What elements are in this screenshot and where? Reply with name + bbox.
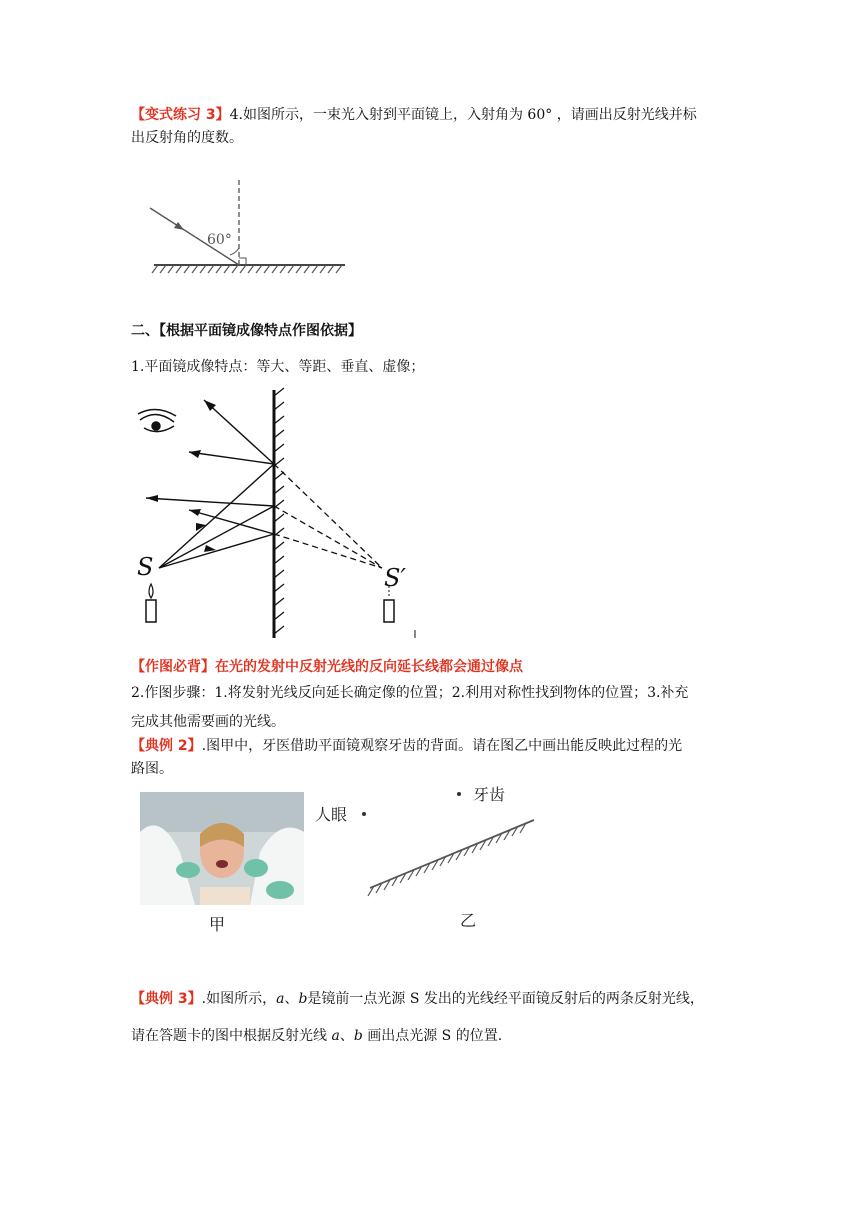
must-memorize-text: 在光的发射中反射光线的反向延长线都会通过像点 [215,659,523,675]
must-memorize [131,656,523,676]
var-b-2: b [353,1028,363,1044]
example-2-text [131,735,682,757]
example-2-line2: 路图。 [131,761,173,777]
example-3-line1-post: 是镜前一点光源 S 发出的光线经平面镜反射后的两条反射光线， [307,991,704,1007]
steps-line1: 2.作图步骤：1.将发射光线反向延长确定像的位置；2.利用对称性找到物体的位置；3.补充 [131,685,689,701]
incidence-figure [140,170,350,280]
var-a-2: a [331,1028,340,1044]
section-2-heading: 二、【根据平面镜成像特点作图依据】 [131,323,362,339]
exercise-3-text [131,104,751,126]
exercise-3-tag: 【变式练习 3】 [131,107,230,123]
example-2-line1: .图甲中，牙医借助平面镜观察牙齿的背面。请在图乙中画出能反映此过程的光 [201,738,683,754]
example-3-line1-pre: .如图所示， [201,991,277,1007]
example-3-line1 [131,988,751,1010]
example-3-line2 [131,1025,502,1047]
example-3-line2-mid: 画出点光源 S 的位置. [362,1028,503,1044]
dentist-photo [140,792,304,905]
angle-label: 60° [207,232,232,248]
label-eye: 人眼 [315,805,348,824]
var-a: a [276,991,285,1007]
must-memorize-tag: 【作图必背】 [131,659,215,675]
section-2-point1: 1.平面镜成像特点：等大、等距、垂直、虚像； [131,359,425,375]
example-3-line2-pre: 请在答题卡的图中根据反射光线 [131,1028,332,1044]
exercise-3-line1: 4.如图所示，一束光入射到平面镜上，入射角为 60° ，请画出反射光线并标 [229,107,697,123]
mirror-imaging-figure [134,388,424,643]
separator: 、 [284,991,299,1007]
dental-mirror-figure [310,784,550,934]
var-b: b [298,991,308,1007]
label-teeth: 牙齿 [473,785,506,804]
example-2-tag: 【典例 2】 [131,738,202,754]
caption-yi: 乙 [460,911,477,930]
eye-icon [138,409,176,431]
source-S-label: S [137,553,154,581]
separator-2: 、 [339,1028,354,1044]
example-3-tag: 【典例 3】 [131,991,202,1007]
steps-line2: 完成其他需要画的光线。 [131,714,285,730]
exercise-3-line2: 出反射角的度数。 [131,130,243,146]
caption-jia: 甲 [209,915,226,934]
image-S-prime-label: S′ [384,564,406,592]
